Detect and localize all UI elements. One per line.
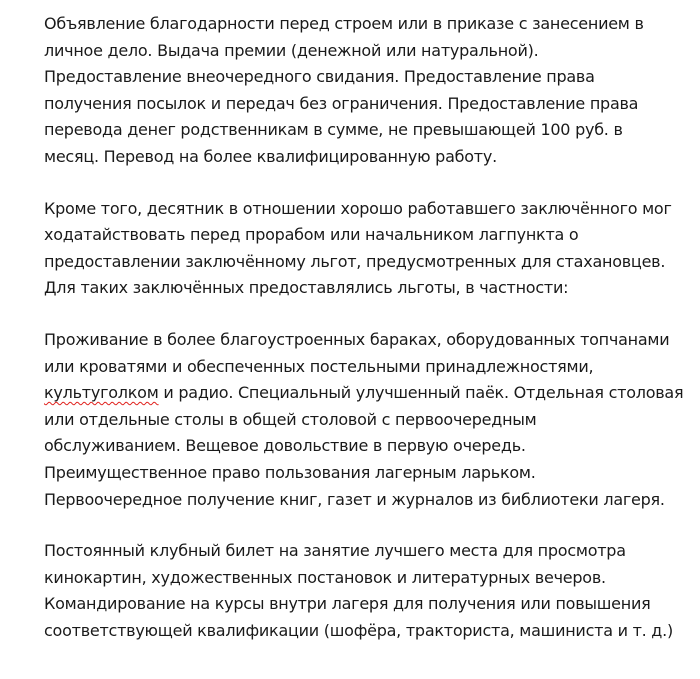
text-line: месяц. Перевод на более квалифицированную работу. — [44, 146, 497, 166]
text-line: Для таких заключённых предоставлялись льготы, в частности: — [44, 278, 569, 298]
paragraph-privileges — [44, 327, 684, 513]
text-line: Первоочередное получение книг, газет и журналов из библиотеки лагеря. — [44, 489, 665, 509]
text-line: кинокартин, художественных постановок и литературных вечеров. — [44, 567, 606, 587]
text-line: Постоянный клубный билет на занятие лучшего места для просмотра — [44, 541, 626, 561]
text-line: Командирование на курсы внутри лагеря для получения или повышения — [44, 594, 651, 614]
text-line: предоставлении заключённому льгот, предусмотренных для стахановцев. — [44, 251, 666, 271]
paragraph-foreman — [44, 196, 684, 302]
text-line: Проживание в более благоустроенных бараках, оборудованных топчанами — [44, 329, 670, 349]
text-line: или отдельные столы в общей столовой с первоочередным — [44, 409, 537, 429]
text-line: получения посылок и передач без ограничения. Предоставление права — [44, 93, 639, 113]
text-line: Кроме того, десятник в отношении хорошо работавшего заключённого мог — [44, 198, 672, 218]
text-line: обслуживанием. Вещевое довольствие в первую очередь. — [44, 436, 526, 456]
document-body — [44, 11, 684, 669]
text-line: Предоставление внеочередного свидания. Предоставление права — [44, 67, 595, 87]
text-line: Преимущественное право пользования лагерным ларьком. — [44, 462, 536, 482]
spellcheck-flagged-word[interactable]: культуголком — [44, 383, 159, 403]
paragraph-rewards — [44, 11, 684, 171]
text-line: перевода денег родственникам в сумме, не превышающей 100 руб. в — [44, 120, 623, 140]
text-line: соответствующей квалификации (шофёра, тракториста, машиниста и т. д.) — [44, 620, 673, 640]
text-line: ходатайствовать перед прорабом или начальником лагпункта о — [44, 225, 579, 245]
text-line: Объявление благодарности перед строем или в приказе с занесением в — [44, 14, 644, 33]
text-line-rest: и радио. Специальный улучшенный паёк. Отдельная столовая — [158, 383, 684, 403]
paragraph-club — [44, 538, 684, 644]
text-line — [44, 380, 684, 407]
text-line: или кроватями и обеспеченных постельными принадлежностями, — [44, 356, 594, 376]
text-line: личное дело. Выдача премии (денежной или натуральной). — [44, 40, 539, 60]
